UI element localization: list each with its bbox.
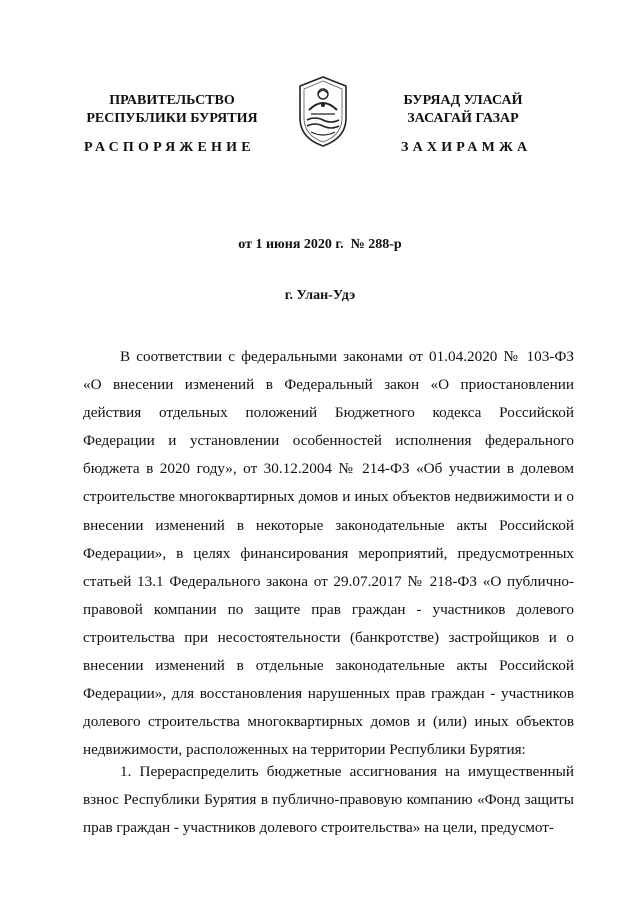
document-type-buryat: ЗАХИРАМЖА <box>401 140 532 155</box>
government-name-buryat <box>388 92 538 128</box>
preamble-paragraph <box>83 343 574 764</box>
government-name-russian <box>82 92 262 128</box>
document-type-russian: РАСПОРЯЖЕНИЕ <box>84 140 255 155</box>
clause-1-text: 1. Перераспределить бюджетные ассигнования на имущественный взнос Республики Бурятия в публично-правовую компанию «Фонд защиты прав граждан - участников долевого строительства» на цели, предусмот- <box>83 763 574 837</box>
government-name-line2: РЕСПУБЛИКИ БУРЯТИЯ <box>86 111 258 126</box>
government-name-buryat-line1: БУРЯАД УЛАСАЙ <box>403 93 523 108</box>
government-name-buryat-line2: ЗАСАГАЙ ГАЗАР <box>407 111 519 126</box>
government-name-line1: ПРАВИТЕЛЬСТВО <box>109 93 235 108</box>
document-city: г. Улан-Удэ <box>284 288 356 303</box>
coat-of-arms-icon <box>297 74 349 148</box>
document-number-date: от 1 июня 2020 г. № 288-р <box>238 237 402 252</box>
preamble-text: В соответствии с федеральными законами от 01.04.2020 № 103-ФЗ «О внесении изменений в Федеральный закон «О приостановлении действия отдельных положений Бюджетного кодекса Российской Федерации и установлении особенностей исполнения федерального бюджета в 2020 году», от 30.12.2004 № 214-ФЗ «Об участии в долевом строительстве многоквартирных домов и иных объектов недвижимости и о внесении изменений в некоторые законодательные акты Российской Федерации», в целях финансирования мероприятий, предусмотренных статьей 13.1 Федерального закона от 29.07.2017 № 218-ФЗ «О публично-правовой компании по защите прав граждан - участников долевого строительства при несостоятельности (банкротстве) застройщиков и о внесении изменений в отдельные законодательные акты Российской Федерации», для восстановления нарушенных прав граждан - участников долевого строительства многоквартирных домов и (или) иных объектов недвижимости, расположенных на территории Республики Бурятия: <box>83 348 574 759</box>
clause-1-paragraph <box>83 758 574 842</box>
